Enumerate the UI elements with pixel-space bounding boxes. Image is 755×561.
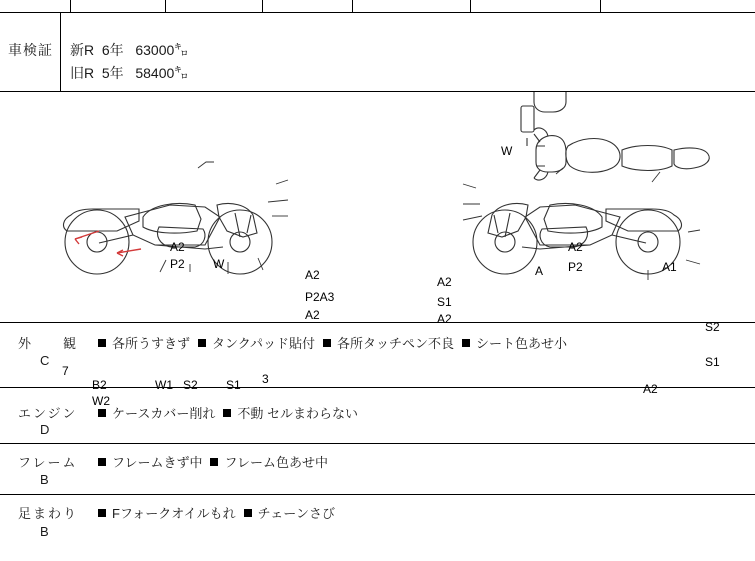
bullet-icon [198, 339, 206, 347]
bullet-icon [244, 509, 252, 517]
bullet-icon [210, 458, 218, 466]
condition-category: フレーム [18, 455, 78, 470]
condition-row-engine [0, 388, 755, 443]
inspection-label: 車検証 [8, 42, 53, 58]
inspection-line-old: 旧R 5年 58400㌔ [70, 65, 189, 81]
top-view-group [521, 106, 709, 180]
condition-grade: C [40, 353, 50, 368]
diagram-label: B2 [92, 378, 107, 392]
diagram-label: S2 [705, 320, 720, 334]
diagram-label: W1 [155, 378, 173, 392]
diagram-label: A2 [437, 312, 452, 326]
condition-item: タンクパッド貼付 [212, 336, 315, 351]
bullet-icon [223, 409, 231, 417]
bullet-icon [98, 339, 106, 347]
bullet-icon [323, 339, 331, 347]
inspection-separator [60, 13, 61, 91]
diagram-label: S1 [226, 378, 241, 392]
condition-category: エンジン [18, 406, 78, 421]
diagram-label: S1 [437, 295, 452, 309]
bullet-icon [462, 339, 470, 347]
diagram-label: A2 [568, 240, 583, 254]
diagram-label: P2 [568, 260, 583, 274]
diagram-label: A2 [643, 382, 658, 396]
diagram-label: 3 [262, 372, 269, 386]
condition-row-exterior [0, 325, 755, 387]
inspection-line-new: 新R 6年 63000㌔ [70, 42, 189, 58]
condition-item: ケースカバー削れ [112, 406, 216, 421]
diagram-label: S1 [705, 355, 720, 369]
diagram-label: A [535, 264, 544, 278]
table-separator [352, 0, 353, 12]
bullet-icon [98, 409, 106, 417]
condition-item: 各所タッチペン不良 [336, 336, 454, 351]
diagram-label: A2 [437, 275, 452, 289]
condition-items [96, 452, 334, 471]
diagram-label: W [213, 257, 225, 271]
condition-item: Fフォークオイルもれ [112, 506, 236, 521]
condition-item: フレーム色あせ中 [224, 455, 328, 470]
condition-items [96, 403, 364, 422]
table-separator [470, 0, 471, 12]
table-separator [70, 0, 71, 12]
diagram-label: A2 [305, 308, 320, 322]
condition-items [96, 333, 573, 352]
top-table-row [0, 0, 755, 12]
condition-item: フレームきず中 [112, 455, 203, 470]
inspection-block [0, 13, 755, 91]
condition-grade: B [40, 524, 49, 539]
condition-grade: B [40, 472, 49, 487]
table-separator [262, 0, 263, 12]
table-separator [165, 0, 166, 12]
top-view-drawing [515, 92, 566, 112]
diagram-label: A1 [662, 260, 677, 274]
diagram-label: A2 [170, 240, 185, 254]
diagram-label: W2 [92, 394, 110, 408]
diagram-label: A2 [305, 268, 320, 282]
bullet-icon [98, 458, 106, 466]
condition-row-frame [0, 444, 755, 494]
diagram-label: P2 [170, 257, 185, 271]
condition-category: 足まわり [18, 506, 79, 521]
rule-above-conditions [0, 322, 755, 323]
diagram-label: 7 [62, 364, 69, 378]
motorcycle-diagrams [0, 92, 755, 320]
leader-lines [160, 162, 700, 280]
bullet-icon [98, 509, 106, 517]
condition-item: 不動 セルまわらない [237, 406, 358, 421]
condition-item: チェーンさび [257, 506, 336, 521]
condition-category: 外 観 [18, 336, 79, 351]
condition-item: シート色あせ小 [476, 336, 568, 351]
diagram-label: P2A3 [305, 290, 335, 304]
diagram-label: W [501, 144, 513, 158]
diagram-label: S2 [183, 378, 198, 392]
left-side-view-drawing [64, 203, 272, 274]
condition-items [96, 503, 341, 522]
condition-row-suspension [0, 495, 755, 550]
table-separator [600, 0, 601, 12]
condition-item: 各所うすきず [112, 336, 191, 351]
condition-grade: D [40, 422, 50, 437]
